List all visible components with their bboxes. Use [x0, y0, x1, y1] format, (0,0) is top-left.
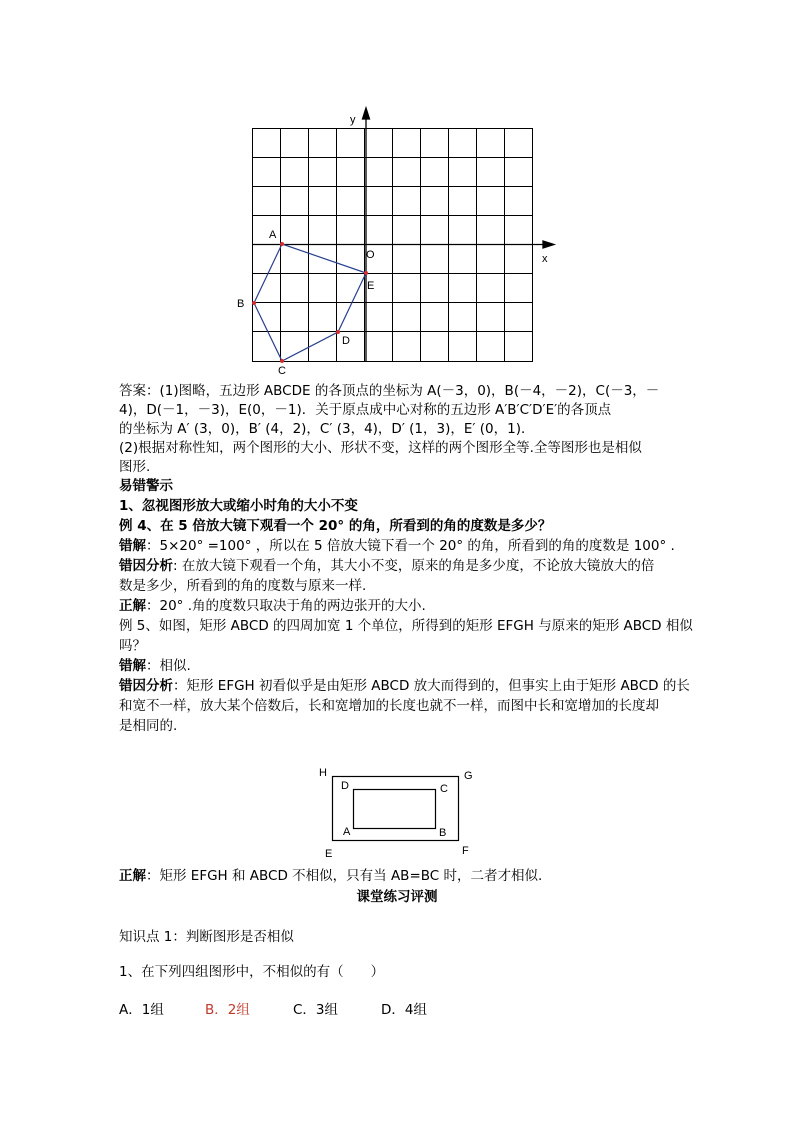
label-c: C: [440, 783, 448, 795]
point-c-label: C: [278, 365, 286, 375]
correct2-label: 正解: [119, 868, 146, 884]
option-d[interactable]: D．4组: [381, 1002, 427, 1018]
answer-line-1: 答案：(1)图略，五边形 ABCDE 的各顶点的坐标为 A(－3，0)，B(－4，－2)，C(－3，－: [119, 383, 660, 399]
label-f: F: [462, 845, 469, 857]
label-d: D: [341, 780, 349, 792]
wrong-label: 错解: [119, 538, 146, 554]
warning-subtitle: 1、忽视图形放大或缩小时角的大小不变: [119, 498, 358, 514]
label-b: B: [439, 827, 447, 839]
example-5-wrong-solution: [119, 656, 191, 676]
label-e: E: [325, 848, 333, 860]
rectangle-abcd: [354, 790, 436, 829]
answer-line-5: 图形.: [119, 459, 151, 475]
wrong2-text: ：相似.: [146, 658, 191, 674]
example-5-question-1: 例 5、如图，矩形 ABCD 的四周加宽 1 个单位，所得到的矩形 EFGH 与原来的矩形 ABCD 相似: [119, 618, 693, 634]
option-c[interactable]: C．3组: [293, 1002, 339, 1018]
cause2-label: 错因分析: [119, 678, 173, 694]
warning-title: 易错警示: [119, 478, 173, 494]
example-5-cause-2: 和宽不一样，放大某个倍数后，长和宽增加的长度也就不一样，而图中长和宽增加的长度却: [119, 698, 659, 714]
question-1-options: [119, 1000, 427, 1020]
correct-text: ：20° .角的度数只取决于角的两边张开的大小.: [146, 598, 426, 614]
practice-title: 课堂练习评测: [356, 889, 438, 905]
axes: [252, 108, 554, 362]
axis-y-label: y: [350, 114, 356, 126]
question-1: 1、在下列四组图形中，不相似的有（ ）: [119, 964, 385, 980]
label-a: A: [343, 826, 351, 838]
wrong2-label: 错解: [119, 658, 146, 674]
example-5-question-2: 吗？: [119, 638, 146, 654]
example-5-cause-1: [119, 676, 690, 696]
answer-line-4: (2)根据对称性知，两个图形的大小、形状不变，这样的两个图形全等.全等图形也是相似: [119, 440, 642, 456]
cause-text-1: : 在放大镜下观看一个角，其大小不变，原来的角是多少度，不论放大镜放大的倍: [173, 558, 655, 574]
option-b[interactable]: B．2组: [205, 1002, 250, 1018]
option-a[interactable]: A．1组: [119, 1002, 164, 1018]
axis-x-label: x: [542, 253, 548, 265]
coordinate-grid-figure: [230, 105, 565, 375]
example-4-cause-2: 数是多少，所看到的角的度数与原来一样.: [119, 578, 367, 594]
wrong-text: ：5×20° =100° ，所以在 5 倍放大镜下看一个 20° 的角，所看到的角的度数是 100° .: [146, 538, 675, 554]
label-g: G: [464, 770, 473, 782]
example-4-question: 例 4、在 5 倍放大镜下观看一个 20° 的角，所看到的角的度数是多少？: [119, 518, 552, 534]
point-a-label: A: [269, 229, 277, 241]
point-b-label: B: [237, 298, 245, 310]
example-4-correct-solution: [119, 596, 426, 616]
cause-label: 错因分析: [119, 558, 173, 574]
point-e-label: E: [367, 280, 375, 292]
example-4-wrong-solution: [119, 536, 675, 556]
correct-label: 正解: [119, 598, 146, 614]
point-d-label: D: [342, 335, 350, 347]
example-5-correct-solution: [119, 866, 542, 886]
origin-label: O: [366, 249, 375, 261]
correct2-text: ：矩形 EFGH 和 ABCD 不相似，只有当 AB=BC 时，二者才相似.: [146, 868, 543, 884]
label-h: H: [319, 767, 327, 779]
example-4-cause-1: [119, 556, 654, 576]
cause2-text-1: ：矩形 EFGH 初看似乎是由矩形 ABCD 放大而得到的，但事实上由于矩形 ABCD 的长: [173, 678, 690, 694]
answer-line-3: 的坐标为 A′ (3，0)，B′ (4，2)，C′ (3，4)，D′ (1，3)，E′ (0，1)．: [119, 421, 535, 437]
answer-line-2: 4)，D(－1，－3)，E(0，－1)．关于原点成中心对称的五边形 A′B′C′D′E′的各顶点: [119, 402, 612, 418]
knowledge-point-1: 知识点 1：判断图形是否相似: [119, 929, 294, 945]
example-5-cause-3: 是相同的.: [119, 718, 178, 734]
rectangles-figure: [312, 762, 482, 862]
